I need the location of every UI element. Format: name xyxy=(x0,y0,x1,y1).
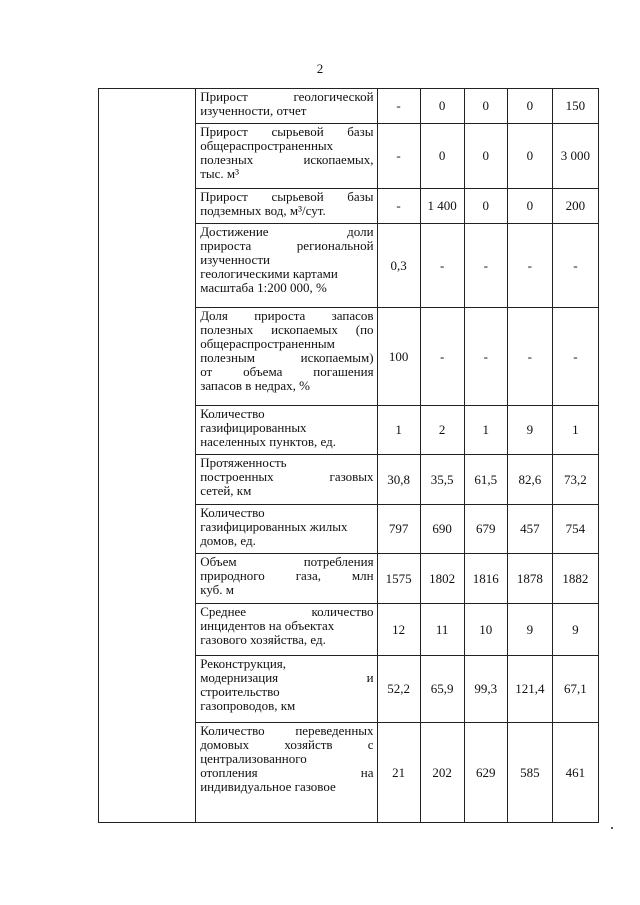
value-cell: 35,5 xyxy=(420,455,464,505)
value-cell: 0 xyxy=(507,189,552,224)
indicator-line: газопроводов, км xyxy=(200,698,296,713)
indicator-line: Прирост сырьевой базы xyxy=(200,124,374,139)
value-cell: 11 xyxy=(420,604,464,656)
indicator-line: Объем потребления xyxy=(200,554,374,569)
indicator-line: полезных ископаемых (по xyxy=(200,322,374,337)
value-cell: 121,4 xyxy=(507,656,552,723)
value-cell: 1 400 xyxy=(420,189,464,224)
indicator-line: природного газа, млн xyxy=(200,568,374,583)
indicator-line: изученности xyxy=(200,252,270,267)
value-cell: 1575 xyxy=(377,554,420,604)
indicator-line: инцидентов на объектах xyxy=(200,618,335,633)
value-cell: 21 xyxy=(377,723,420,823)
value-cell: 99,3 xyxy=(464,656,507,723)
value-cell: 2 xyxy=(420,406,464,455)
indicator-line: газового хозяйства, ед. xyxy=(200,632,326,647)
indicator-line: полезных ископаемых, xyxy=(200,152,374,167)
value-cell: - xyxy=(552,224,598,308)
indicator-name xyxy=(196,505,377,554)
indicator-line: Доля прироста запасов xyxy=(200,308,374,323)
indicator-line: изученности, отчет xyxy=(200,103,307,118)
indicator-line: домов, ед. xyxy=(200,533,256,548)
value-cell: 65,9 xyxy=(420,656,464,723)
value-cell: 1802 xyxy=(420,554,464,604)
value-cell: 1882 xyxy=(552,554,598,604)
value-cell: 690 xyxy=(420,505,464,554)
value-cell: 9 xyxy=(507,604,552,656)
value-cell: 10 xyxy=(464,604,507,656)
table-row xyxy=(99,89,599,124)
value-cell: - xyxy=(420,308,464,406)
value-cell: - xyxy=(552,308,598,406)
indicator-line: подземных вод, м³/сут. xyxy=(200,203,326,218)
indicator-line: Количество xyxy=(200,406,265,421)
value-cell: 9 xyxy=(507,406,552,455)
value-cell: 1816 xyxy=(464,554,507,604)
indicator-line: Достижение доли xyxy=(200,224,374,239)
indicator-line: тыс. м³ xyxy=(200,166,239,181)
value-cell: 0 xyxy=(420,89,464,124)
indicator-name xyxy=(196,406,377,455)
value-cell: 200 xyxy=(552,189,598,224)
indicator-line: модернизация и xyxy=(200,670,374,685)
indicator-line: от объема погашения xyxy=(200,364,374,379)
value-cell: 797 xyxy=(377,505,420,554)
value-cell: 82,6 xyxy=(507,455,552,505)
indicator-line: населенных пунктов, ед. xyxy=(200,434,336,449)
indicator-name xyxy=(196,224,377,308)
empty-first-column-cell xyxy=(99,89,196,823)
value-cell: 754 xyxy=(552,505,598,554)
indicator-line: общераспространенным xyxy=(200,336,335,351)
indicator-name xyxy=(196,189,377,224)
value-cell: 30,8 xyxy=(377,455,420,505)
indicator-line: Прирост сырьевой базы xyxy=(200,189,374,204)
indicator-name xyxy=(196,89,377,124)
indicator-line: централизованного xyxy=(200,751,307,766)
value-cell: 3 000 xyxy=(552,124,598,189)
indicator-line: Среднее количество xyxy=(200,604,374,619)
value-cell: 0 xyxy=(464,189,507,224)
indicator-line: Прирост геологической xyxy=(200,89,374,104)
value-cell: 9 xyxy=(552,604,598,656)
indicator-line: домовых хозяйств с xyxy=(200,737,374,752)
indicator-line: отопления на xyxy=(200,765,374,780)
value-cell: 202 xyxy=(420,723,464,823)
value-cell: 0 xyxy=(507,124,552,189)
value-cell: 0 xyxy=(464,89,507,124)
value-cell: - xyxy=(377,124,420,189)
value-cell: 67,1 xyxy=(552,656,598,723)
value-cell: - xyxy=(507,308,552,406)
indicator-line: геологическими картами xyxy=(200,266,338,281)
value-cell: - xyxy=(507,224,552,308)
indicator-line: газифицированных xyxy=(200,420,307,435)
value-cell: 52,2 xyxy=(377,656,420,723)
value-cell: - xyxy=(464,308,507,406)
indicator-line: общераспространенных xyxy=(200,138,334,153)
indicator-name xyxy=(196,554,377,604)
indicator-line: построенных газовых xyxy=(200,469,374,484)
value-cell: 1 xyxy=(377,406,420,455)
value-cell: 1 xyxy=(552,406,598,455)
value-cell: 1 xyxy=(464,406,507,455)
value-cell: 0 xyxy=(420,124,464,189)
value-cell: 100 xyxy=(377,308,420,406)
indicator-name xyxy=(196,604,377,656)
value-cell: 585 xyxy=(507,723,552,823)
value-cell: 457 xyxy=(507,505,552,554)
value-cell: - xyxy=(420,224,464,308)
indicator-line: запасов в недрах, % xyxy=(200,378,310,393)
scan-speck xyxy=(611,827,613,829)
value-cell: 1878 xyxy=(507,554,552,604)
value-cell: 0 xyxy=(507,89,552,124)
indicators-table xyxy=(98,88,599,823)
value-cell: - xyxy=(464,224,507,308)
indicator-line: Реконструкция, xyxy=(200,656,287,671)
indicator-line: куб. м xyxy=(200,582,234,597)
value-cell: - xyxy=(377,189,420,224)
value-cell: 629 xyxy=(464,723,507,823)
value-cell: 73,2 xyxy=(552,455,598,505)
indicator-name xyxy=(196,656,377,723)
indicator-line: масштаба 1:200 000, % xyxy=(200,280,327,295)
indicator-name xyxy=(196,723,377,823)
indicator-line: сетей, км xyxy=(200,483,252,498)
value-cell: 679 xyxy=(464,505,507,554)
indicator-line: полезным ископаемым) xyxy=(200,350,374,365)
indicator-line: Количество xyxy=(200,505,265,520)
value-cell: 150 xyxy=(552,89,598,124)
indicator-line: индивидуальное газовое xyxy=(200,779,336,794)
value-cell: 61,5 xyxy=(464,455,507,505)
indicator-line: прироста региональной xyxy=(200,238,374,253)
indicator-line: газифицированных жилых xyxy=(200,519,348,534)
indicator-line: Протяженность xyxy=(200,455,287,470)
page-number: 2 xyxy=(316,61,324,76)
indicator-line: строительство xyxy=(200,684,280,699)
value-cell: 461 xyxy=(552,723,598,823)
indicator-line: Количество переведенных xyxy=(200,723,374,738)
indicator-name xyxy=(196,455,377,505)
value-cell: 0 xyxy=(464,124,507,189)
value-cell: - xyxy=(377,89,420,124)
indicator-name xyxy=(196,308,377,406)
indicator-name xyxy=(196,124,377,189)
value-cell: 0,3 xyxy=(377,224,420,308)
value-cell: 12 xyxy=(377,604,420,656)
